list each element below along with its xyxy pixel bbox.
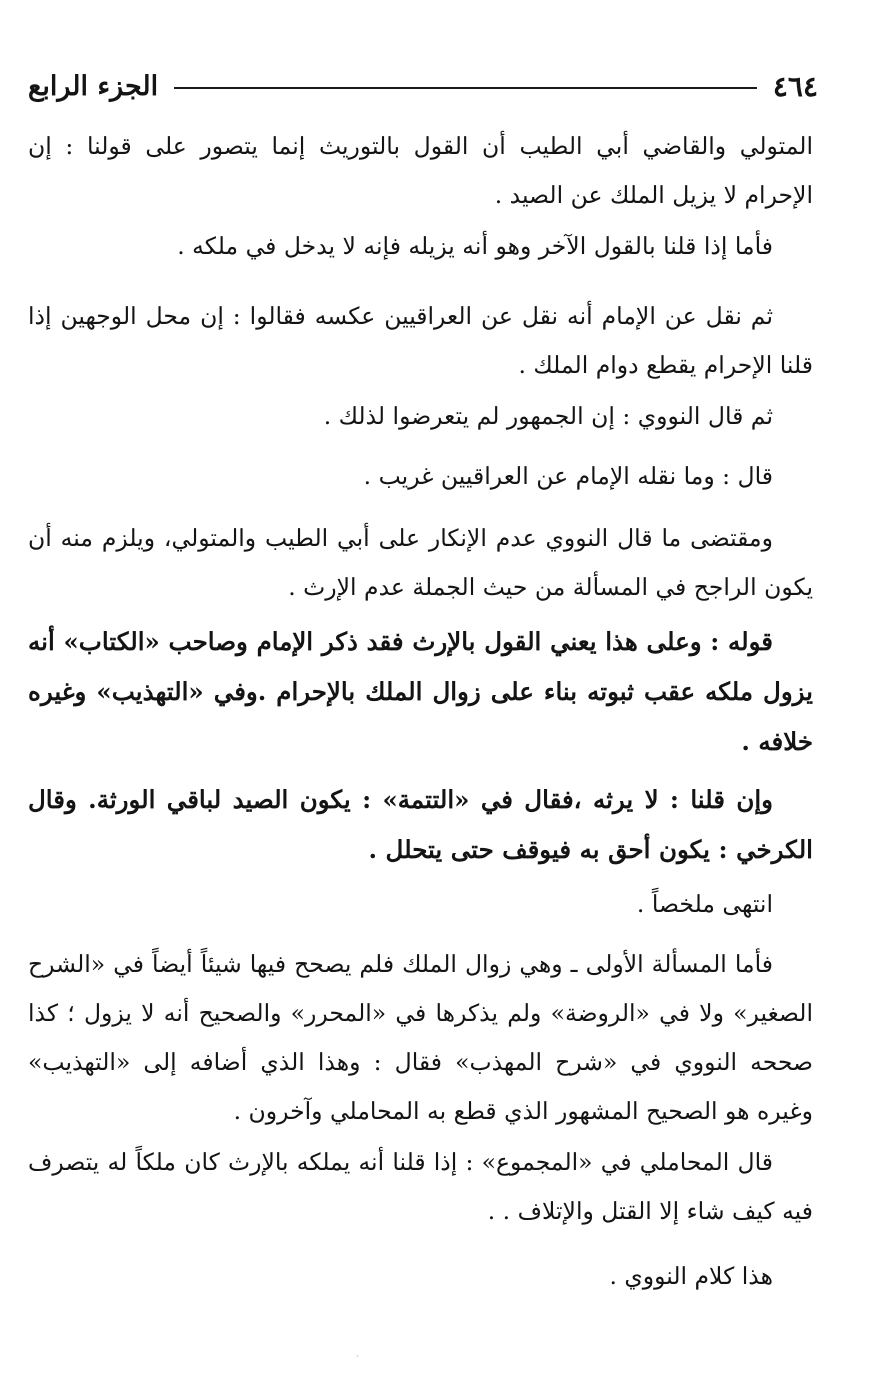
page-header [28,66,818,106]
paragraph-6: ومقتضى ما قال النووي عدم الإنكار على أبي الطيب والمتولي، ويلزم منه أن يكون الراجح في المسألة من حيث الجملة عدم الإرث . [28,524,813,601]
paragraph-4: ثم قال النووي : إن الجمهور لم يتعرضوا لذلك . [323,402,773,430]
page-number: ٤٦٤ [772,69,818,103]
running-title: الجزء الرابع [28,70,159,102]
paragraph-10: فأما المسألة الأولى ـ وهي زوال الملك فلم يصحح فيها شيئاً أيضاً في «الشرح الصغير» ولا في «الروضة» ولم يذكرها في «المحرر» والصحيح أنه لا يزول ؛ كذا صححه النووي في «شرح المهذب» فقال : وهذا الذي أضافه إلى «التهذيب» وغيره هو الصحيح المشهور الذي قطع به المحاملي وآخرون . [28,950,813,1125]
header-rule [174,87,757,89]
paragraph-1: المتولي والقاضي أبي الطيب أن القول بالتوريث إنما يتصور على قولنا : إن الإحرام لا يزيل الملك عن الصيد . [28,132,813,209]
scan-speck: · [356,1352,359,1361]
paragraph-9: انتهى ملخصاً . [636,890,773,918]
paragraph-12: هذا كلام النووي . [609,1262,773,1290]
paragraph-7: قوله : وعلى هذا يعني القول بالإرث فقد ذكر الإمام وصاحب «الكتاب» أنه يزول ملكه عقب ثبوته بناء على زوال الملك بالإحرام .وفي «التهذيب» وغيره خلافه . [28,627,813,756]
paragraph-5: قال : وما نقله الإمام عن العراقيين غريب . [363,462,773,490]
paragraph-2: فأما إذا قلنا بالقول الآخر وهو أنه يزيله فإنه لا يدخل في ملكه . [177,232,773,260]
paragraph-8: وإن قلنا : لا يرثه ،فقال في «التتمة» : يكون الصيد لباقي الورثة. وقال الكرخي : يكون أحق به فيوقف حتى يتحلل . [28,785,813,864]
paragraph-3: ثم نقل عن الإمام أنه نقل عن العراقيين عكسه فقالوا : إن محل الوجهين إذا قلنا الإحرام يقطع دوام الملك . [28,302,813,379]
paragraph-11: قال المحاملي في «المجموع» : إذا قلنا أنه يملكه بالإرث كان ملكاً له يتصرف فيه كيف شاء إلا القتل والإتلاف . . [28,1148,813,1225]
